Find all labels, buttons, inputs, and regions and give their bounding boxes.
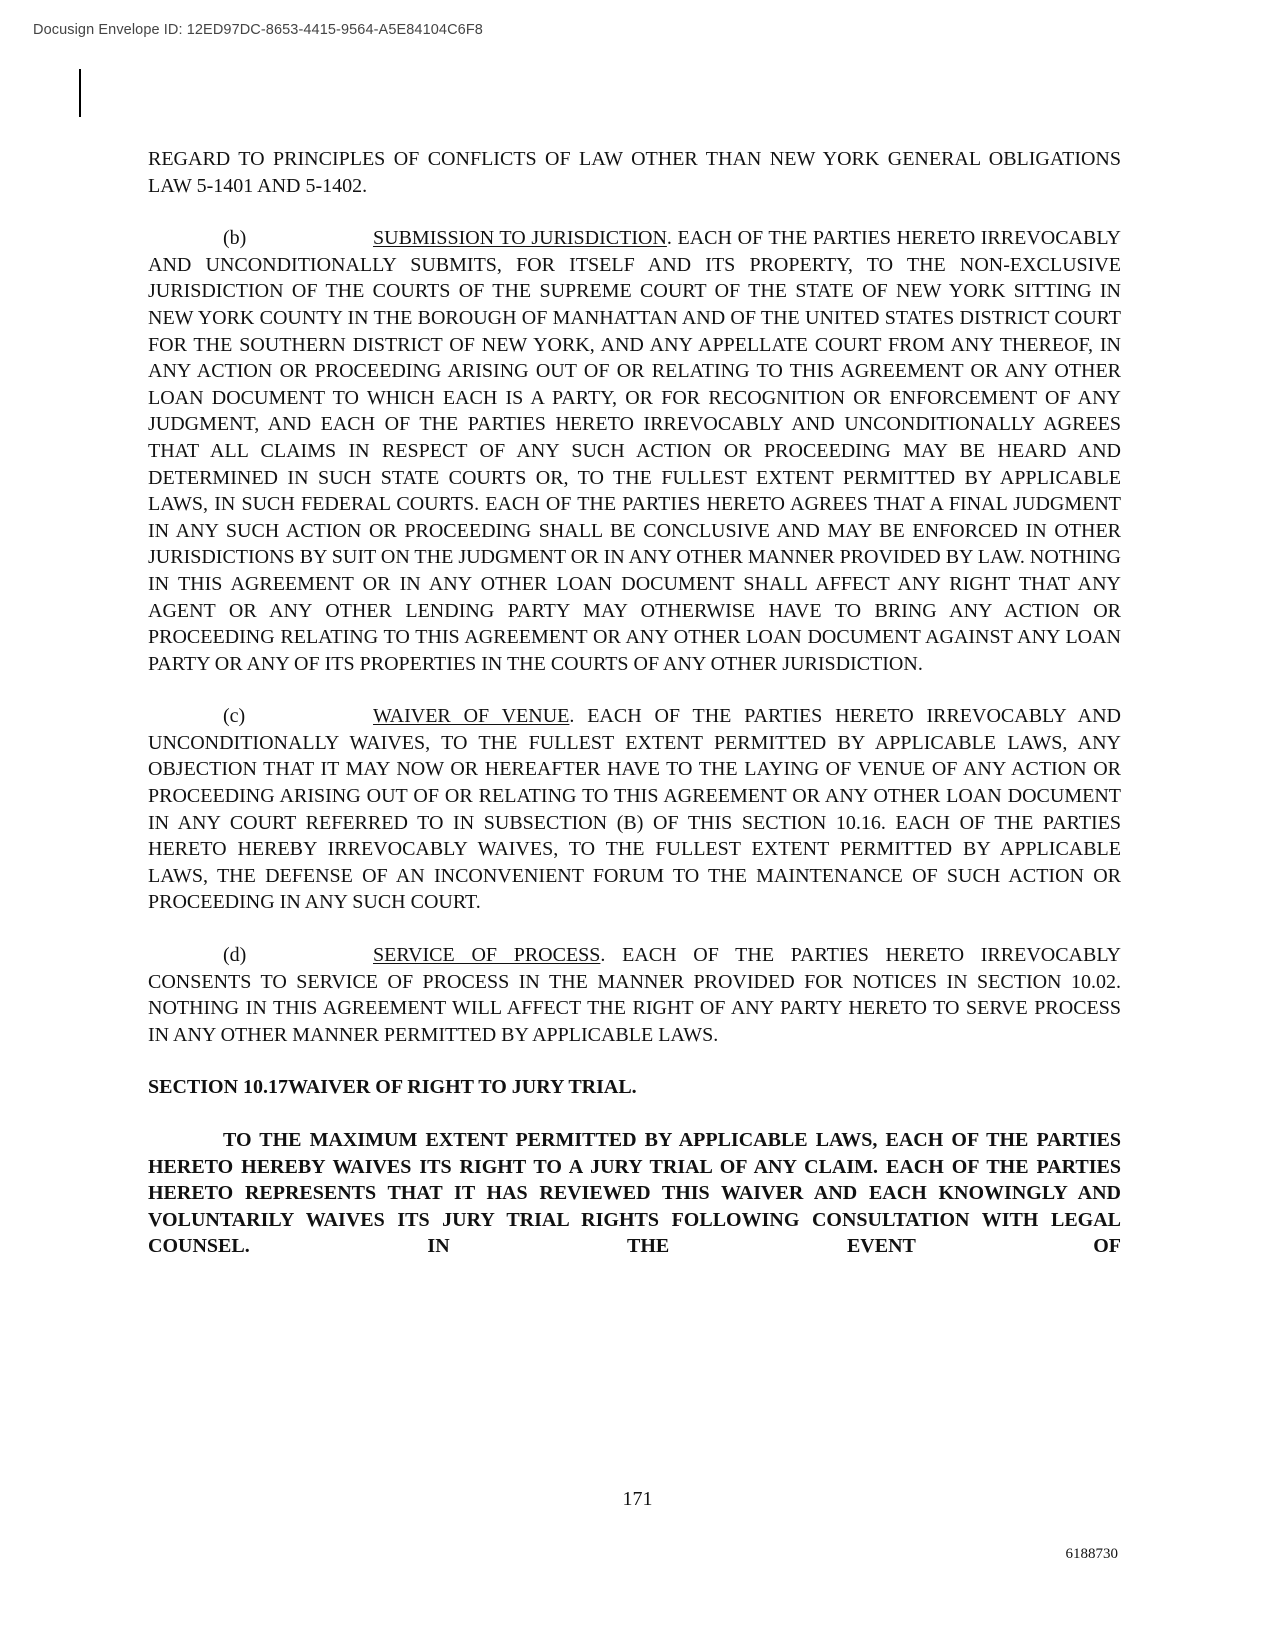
- document-id: 6188730: [1065, 1546, 1118, 1562]
- revision-change-bar: [79, 69, 81, 117]
- paragraph-c-waiver-of-venue: [148, 703, 1121, 916]
- paragraph-jury-waiver: TO THE MAXIMUM EXTENT PERMITTED BY APPLICABLE LAWS, EACH OF THE PARTIES HERETO HEREBY WAIVES ITS RIGHT TO A JURY TRIAL OF ANY CLAIM. EACH OF THE PARTIES HERETO REPRESENTS THAT IT HAS REVIEWED THIS WAIVER AND EACH KNOWINGLY AND VOLUNTARILY WAIVES ITS JURY TRIAL RIGHTS FOLLOWING CONSULTATION WITH LEGAL COUNSEL. IN THE EVENT OF: [148, 1129, 1121, 1258]
- paragraph-intro: REGARD TO PRINCIPLES OF CONFLICTS OF LAW OTHER THAN NEW YORK GENERAL OBLIGATIONS LAW 5-1401 AND 5-1402.: [148, 148, 1121, 197]
- page-number: 171: [622, 1488, 653, 1510]
- paragraph-b-title: SUBMISSION TO JURISDICTION: [373, 227, 667, 250]
- paragraph-b-body: . EACH OF THE PARTIES HERETO IRREVOCABLY AND UNCONDITIONALLY SUBMITS, FOR ITSELF AND ITS PROPERTY, TO THE NON-EXCLUSIVE JURISDICTION OF THE COURTS OF THE SUPREME COURT OF THE STATE OF NEW YORK SITTING IN NEW YORK COUNTY IN THE BOROUGH OF MANHATTAN AND OF THE UNITED STATES DISTRICT COURT FOR THE SOUTHERN DISTRICT OF NEW YORK, AND ANY APPELLATE COURT FROM ANY THEREOF, IN ANY ACTION OR PROCEEDING ARISING OUT OF OR RELATING TO THIS AGREEMENT OR ANY OTHER LOAN DOCUMENT TO WHICH EACH IS A PARTY, OR FOR RECOGNITION OR ENFORCEMENT OF ANY JUDGMENT, AND EACH OF THE PARTIES HERETO IRREVOCABLY AND UNCONDITIONALLY AGREES THAT ALL CLAIMS IN RESPECT OF ANY SUCH ACTION OR PROCEEDING MAY BE HEARD AND DETERMINED IN SUCH STATE COURTS OR, TO THE FULLEST EXTENT PERMITTED BY APPLICABLE LAWS, IN SUCH FEDERAL COURTS. EACH OF THE PARTIES HERETO AGREES THAT A FINAL JUDGMENT IN ANY SUCH ACTION OR PROCEEDING SHALL BE CONCLUSIVE AND MAY BE ENFORCED IN OTHER JURISDICTIONS BY SUIT ON THE JUDGMENT OR IN ANY OTHER MANNER PROVIDED BY LAW. NOTHING IN THIS AGREEMENT OR IN ANY OTHER LOAN DOCUMENT SHALL AFFECT ANY RIGHT THAT ANY AGENT OR ANY OTHER LENDING PARTY MAY OTHERWISE HAVE TO BRING ANY ACTION OR PROCEEDING RELATING TO THIS AGREEMENT OR ANY OTHER LOAN DOCUMENT AGAINST ANY LOAN PARTY OR ANY OF ITS PROPERTIES IN THE COURTS OF ANY OTHER JURISDICTION.: [148, 227, 1121, 675]
- paragraph-d-title: SERVICE OF PROCESS: [373, 944, 601, 967]
- section-heading-10-17: SECTION 10.17WAIVER OF RIGHT TO JURY TRIAL.: [148, 1076, 637, 1099]
- paragraph-c-body: . EACH OF THE PARTIES HERETO IRREVOCABLY AND UNCONDITIONALLY WAIVES, TO THE FULLEST EXTENT PERMITTED BY APPLICABLE LAWS, ANY OBJECTION THAT IT MAY NOW OR HEREAFTER HAVE TO THE LAYING OF VENUE OF ANY ACTION OR PROCEEDING ARISING OUT OF OR RELATING TO THIS AGREEMENT OR ANY OTHER LOAN DOCUMENT IN ANY COURT REFERRED TO IN SUBSECTION (B) OF THIS SECTION 10.16. EACH OF THE PARTIES HERETO HEREBY IRREVOCABLY WAIVES, TO THE FULLEST EXTENT PERMITTED BY APPLICABLE LAWS, THE DEFENSE OF AN INCONVENIENT FORUM TO THE MAINTENANCE OF SUCH ACTION OR PROCEEDING IN ANY SUCH COURT.: [148, 705, 1121, 914]
- paragraph-c-title: WAIVER OF VENUE: [373, 705, 570, 728]
- docusign-envelope-id: Docusign Envelope ID: 12ED97DC-8653-4415-9564-A5E84104C6F8: [33, 22, 483, 38]
- document-body: [148, 146, 1121, 1286]
- paragraph-b-label: (b): [223, 227, 247, 250]
- paragraph-d-body: . EACH OF THE PARTIES HERETO IRREVOCABLY CONSENTS TO SERVICE OF PROCESS IN THE MANNER PROVIDED FOR NOTICES IN SECTION 10.02. NOTHING IN THIS AGREEMENT WILL AFFECT THE RIGHT OF ANY PARTY HERETO TO SERVE PROCESS IN ANY OTHER MANNER PERMITTED BY APPLICABLE LAWS.: [148, 944, 1121, 1046]
- paragraph-c-label: (c): [223, 705, 246, 728]
- paragraph-d-service-of-process: [148, 942, 1121, 1048]
- paragraph-d-label: (d): [223, 944, 247, 967]
- paragraph-b-submission-to-jurisdiction: [148, 225, 1121, 677]
